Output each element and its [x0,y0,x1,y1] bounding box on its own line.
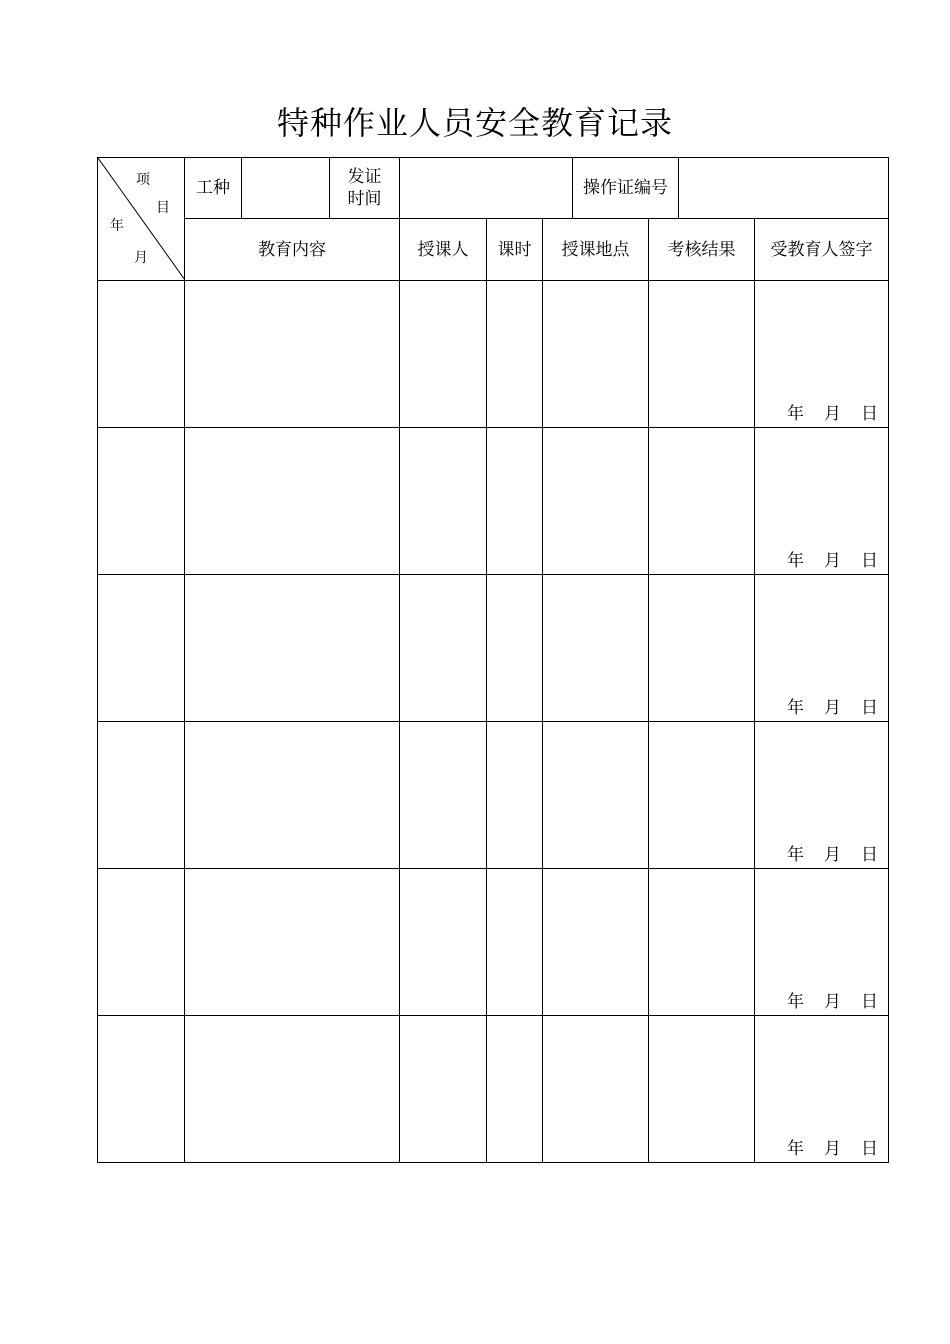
work-type-value[interactable] [242,158,330,219]
table-row [98,575,889,722]
result-cell[interactable] [649,428,755,575]
date-cell[interactable] [98,428,185,575]
content-cell[interactable] [185,575,400,722]
issue-date-value[interactable] [400,158,573,219]
teacher-cell[interactable] [400,1016,487,1163]
signature-cell[interactable] [755,1016,889,1163]
date-cell[interactable] [98,869,185,1016]
place-cell[interactable] [543,575,649,722]
place-cell[interactable] [543,428,649,575]
signature-date: 年 月 日 [787,845,879,865]
table-row [98,281,889,428]
date-cell[interactable] [98,281,185,428]
content-cell[interactable] [185,722,400,869]
result-cell[interactable] [649,1016,755,1163]
education-record-table [97,157,889,1163]
date-cell[interactable] [98,722,185,869]
column-header-hours: 课时 [487,219,543,281]
content-cell[interactable] [185,281,400,428]
teacher-cell[interactable] [400,869,487,1016]
column-header-content: 教育内容 [185,219,400,281]
cert-no-value[interactable] [679,158,889,219]
hours-cell[interactable] [487,1016,543,1163]
place-cell[interactable] [543,722,649,869]
corner-date-char-2: 月 [134,250,148,266]
signature-cell[interactable] [755,722,889,869]
hours-cell[interactable] [487,575,543,722]
column-header-place: 授课地点 [543,219,649,281]
table-row [98,722,889,869]
result-cell[interactable] [649,281,755,428]
hours-cell[interactable] [487,281,543,428]
signature-date: 年 月 日 [787,992,879,1012]
column-header-teacher: 授课人 [400,219,487,281]
signature-cell[interactable] [755,281,889,428]
signature-date: 年 月 日 [787,551,879,571]
teacher-cell[interactable] [400,281,487,428]
table-row [98,1016,889,1163]
signature-cell[interactable] [755,575,889,722]
column-header-signature: 受教育人签字 [755,219,889,281]
place-cell[interactable] [543,1016,649,1163]
signature-date: 年 月 日 [787,698,879,718]
signature-cell[interactable] [755,428,889,575]
corner-item-char-1: 项 [136,172,150,188]
result-cell[interactable] [649,869,755,1016]
issue-date-label: 发证 时间 [330,158,400,219]
table-row [98,869,889,1016]
place-cell[interactable] [543,869,649,1016]
teacher-cell[interactable] [400,428,487,575]
column-header-result: 考核结果 [649,219,755,281]
corner-date-char-1: 年 [110,218,124,234]
content-cell[interactable] [185,869,400,1016]
date-cell[interactable] [98,575,185,722]
table-row [98,428,889,575]
work-type-label: 工种 [185,158,242,219]
content-cell[interactable] [185,1016,400,1163]
result-cell[interactable] [649,722,755,869]
place-cell[interactable] [543,281,649,428]
signature-cell[interactable] [755,869,889,1016]
content-cell[interactable] [185,428,400,575]
teacher-cell[interactable] [400,575,487,722]
hours-cell[interactable] [487,428,543,575]
corner-item-char-2: 目 [156,200,170,216]
signature-date: 年 月 日 [787,1139,879,1159]
hours-cell[interactable] [487,722,543,869]
cert-no-label: 操作证编号 [573,158,679,219]
hours-cell[interactable] [487,869,543,1016]
diagonal-header-cell [98,158,185,281]
signature-date: 年 月 日 [787,404,879,424]
page-title: 特种作业人员安全教育记录 [276,104,673,142]
teacher-cell[interactable] [400,722,487,869]
date-cell[interactable] [98,1016,185,1163]
result-cell[interactable] [649,575,755,722]
